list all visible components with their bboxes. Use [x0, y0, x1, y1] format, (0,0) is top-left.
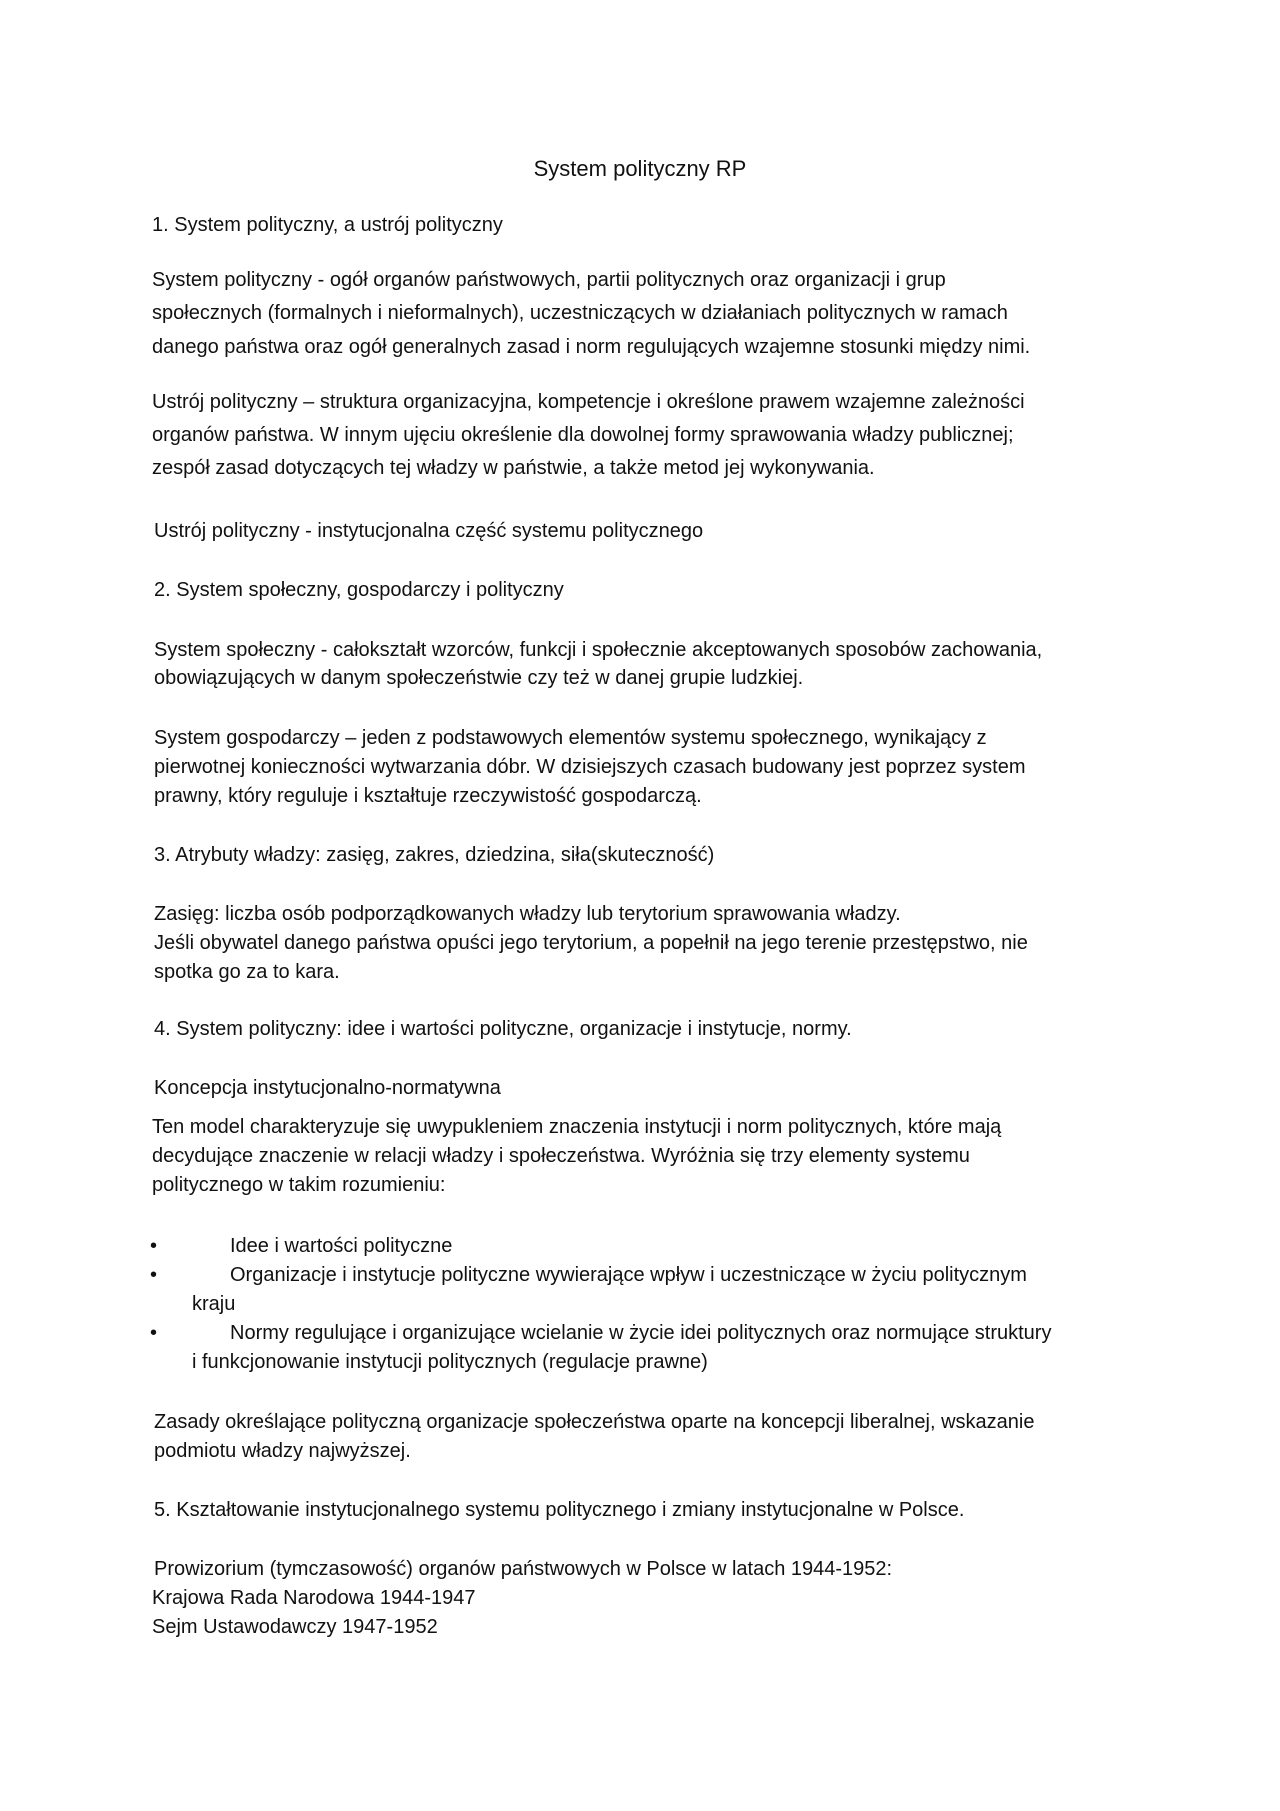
section-1-paragraph-3: Ustrój polityczny - instytucjonalna część systemu politycznego: [154, 520, 704, 542]
section-4-heading: 4. System polityczny: idee i wartości polityczne, organizacje i instytucje, normy.: [154, 1018, 852, 1040]
paragraph-line: pierwotnej konieczności wytwarzania dóbr. W dzisiejszych czasach budowany jest poprzez system: [154, 756, 1026, 778]
bullet-icon: •: [150, 1264, 158, 1286]
paragraph-line: Prowizorium (tymczasowość) organów państwowych w Polsce w latach 1944-1952:: [154, 1558, 893, 1580]
list-item-text: Normy regulujące i organizujące wcielanie w życie idei politycznych oraz normujące struktury: [230, 1322, 1052, 1344]
paragraph-line: zespół zasad dotyczących tej władzy w państwie, a także metod jej wykonywania.: [152, 457, 875, 479]
paragraph-line: Zasięg: liczba osób podporządkowanych władzy lub terytorium sprawowania władzy.: [154, 903, 901, 925]
section-3-heading: 3. Atrybuty władzy: zasięg, zakres, dziedzina, siła(skuteczność): [154, 844, 715, 866]
paragraph-line: Krajowa Rada Narodowa 1944-1947: [152, 1587, 476, 1609]
paragraph-line: System gospodarczy – jeden z podstawowych elementów systemu społecznego, wynikający z: [154, 727, 987, 749]
paragraph-line: politycznego w takim rozumieniu:: [152, 1174, 446, 1196]
list-item-text: Idee i wartości polityczne: [230, 1235, 453, 1257]
paragraph-line: obowiązujących w danym społeczeństwie czy też w danej grupie ludzkiej.: [154, 667, 804, 689]
paragraph-line: Sejm Ustawodawczy 1947-1952: [152, 1616, 438, 1638]
list-item-text: i funkcjonowanie instytucji politycznych (regulacje prawne): [192, 1351, 708, 1373]
paragraph-line: Ten model charakteryzuje się uwypukleniem znaczenia instytucji i norm politycznych, które mają: [152, 1116, 1002, 1138]
section-2-heading: 2. System społeczny, gospodarczy i polityczny: [154, 579, 564, 601]
section-1-heading: 1. System polityczny, a ustrój polityczny: [152, 214, 503, 236]
bullet-icon: •: [150, 1322, 158, 1344]
bullet-icon: •: [150, 1235, 158, 1257]
list-item-text: Organizacje i instytucje polityczne wywierające wpływ i uczestniczące w życiu politycznym: [230, 1264, 1027, 1286]
list-item-text: kraju: [192, 1293, 236, 1315]
section-5-heading: 5. Kształtowanie instytucjonalnego systemu politycznego i zmiany instytucjonalne w Polsce.: [154, 1499, 965, 1521]
section-4-subheading: Koncepcja instytucjonalno-normatywna: [154, 1077, 501, 1099]
paragraph-line: podmiotu władzy najwyższej.: [154, 1440, 411, 1462]
paragraph-line: społecznych (formalnych i nieformalnych), uczestniczących w działaniach politycznych w ramach: [152, 302, 1008, 324]
paragraph-line: System polityczny - ogół organów państwowych, partii politycznych oraz organizacji i grup: [152, 269, 946, 291]
paragraph-line: Jeśli obywatel danego państwa opuści jego terytorium, a popełnił na jego terenie przestępstwo, nie: [154, 932, 1028, 954]
paragraph-line: System społeczny - całokształt wzorców, funkcji i społecznie akceptowanych sposobów zachowania,: [154, 639, 1043, 661]
paragraph-line: spotka go za to kara.: [154, 961, 340, 983]
page-title: System polityczny RP: [533, 156, 747, 181]
paragraph-line: danego państwa oraz ogół generalnych zasad i norm regulujących wzajemne stosunki między nimi.: [152, 336, 1031, 358]
paragraph-line: prawny, który reguluje i kształtuje rzeczywistość gospodarczą.: [154, 785, 702, 807]
paragraph-line: Ustrój polityczny – struktura organizacyjna, kompetencje i określone prawem wzajemne zależności: [152, 391, 1025, 413]
paragraph-line: decydujące znaczenie w relacji władzy i społeczeństwa. Wyróżnia się trzy elementy systemu: [152, 1145, 970, 1167]
paragraph-line: organów państwa. W innym ujęciu określenie dla dowolnej formy sprawowania władzy publicznej;: [152, 424, 1014, 446]
paragraph-line: Zasady określające polityczną organizacje społeczeństwa oparte na koncepcji liberalnej, wskazanie: [154, 1411, 1035, 1433]
